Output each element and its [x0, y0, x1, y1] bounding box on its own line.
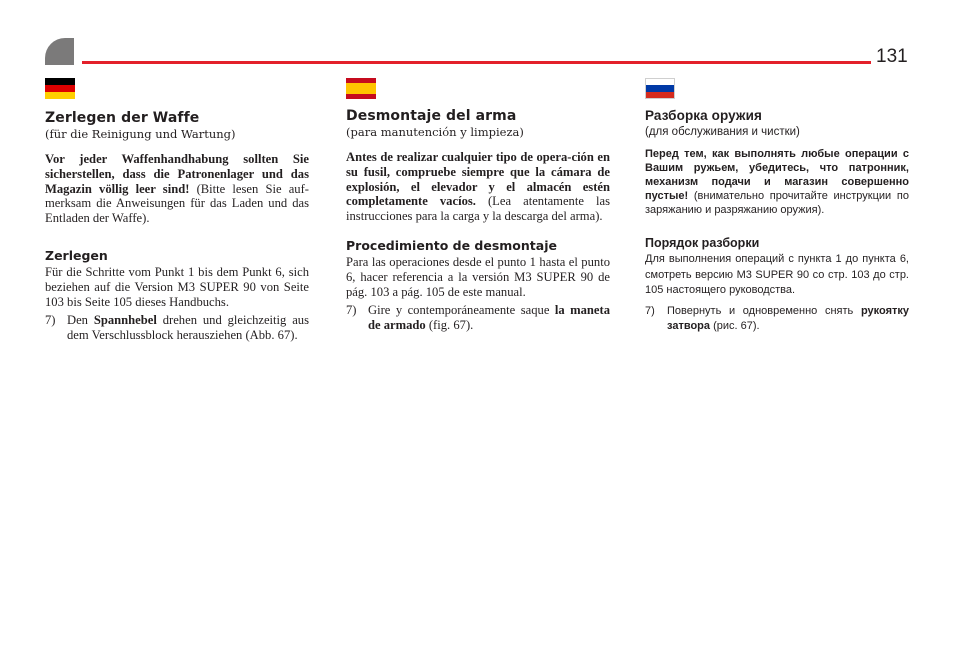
spanish-flag-icon: [346, 78, 376, 99]
title-es: Desmontaje del arma: [346, 108, 517, 124]
warning-rest-ru: (внимательно прочитайте инструкции по заряжанию и разряжанию оружия).: [645, 190, 909, 216]
subtitle-de: (für die Reinigung und Wartung): [45, 127, 236, 141]
subtitle-ru: (для обслуживания и чистки): [645, 126, 800, 138]
step-bold-de: Spannhebel: [93, 313, 157, 328]
german-flag-icon: [45, 78, 75, 99]
warning-es: [346, 150, 610, 224]
title-de: Zerlegen der Waffe: [45, 110, 200, 126]
column-spanish: [346, 78, 610, 333]
step-number-de: 7): [45, 313, 56, 328]
warning-bold-ru: Перед тем, как выполнять любые операции с Вашим ружьем, убедитесь, что патронник, механизм подачи и магазин совершенно пустые!: [645, 148, 909, 202]
step-number-es: 7): [346, 303, 357, 318]
step-7-ru: 7) Повернуть и одновременно снять рукоятку затвора (рис. 67).: [645, 304, 909, 335]
step-7-es: 7) Gire y contemporáneamente saque la maneta de armado (fig. 67).: [346, 303, 610, 333]
subtitle-es: (para manutención y limpieza): [346, 125, 524, 139]
section-text-ru: Для выполнения операций с пункта 1 до пункта 6, смотреть версию M3 SUPER 90 со стр. 103 до стр. 105 настоящего руководства.: [645, 253, 909, 296]
warning-rest-de: (Bitte lesen Sie auf-merksam die Anweisungen für das Laden und das Entladen der Waffe).: [45, 181, 309, 226]
section-title-es: Procedimiento de desmontaje: [346, 237, 557, 253]
warning-de: [45, 152, 309, 226]
section-title-de: Zerlegen: [45, 247, 108, 263]
step-number-ru: 7): [645, 304, 655, 317]
title-ru: Разборка оружия: [645, 108, 762, 123]
page-tab-marker: [45, 38, 74, 65]
header-rule: [82, 61, 871, 64]
russian-flag-icon: [645, 78, 675, 99]
warning-ru: [645, 147, 909, 217]
page-number: 131: [876, 46, 908, 67]
section-text-es: Para las operaciones desde el punto 1 hasta el punto 6, hacer referencia a la versión M3 SUPER 90 de pág. 103 a pág. 105 de este manual.: [346, 254, 610, 299]
section-title-ru: Порядок разборки: [645, 236, 760, 250]
step-bold-ru: рукоятку затвора: [667, 304, 909, 332]
warning-bold-es: Antes de realizar cualquier tipo de opera-ción en su fusil, compruebe siempre que la cámara de explosión, el elevador y el almacén estén completamente vacíos.: [346, 150, 610, 209]
section-text-de: Für die Schritte vom Punkt 1 bis dem Punkt 6, sich beziehen auf die Version M3 SUPER 90 von Seite 103 bis Seite 105 dieses Handbuchs.: [45, 264, 309, 309]
warning-rest-es: (Lea atentamente las instrucciones para la carga y la descarga del arma).: [346, 194, 610, 224]
column-german: [45, 78, 309, 343]
column-russian: [645, 78, 909, 335]
warning-bold-de: Vor jeder Waffenhandhabung sollten Sie sicherstellen, dass die Patronenlager und das Magazin völlig leer sind!: [45, 152, 309, 196]
step-7-de: 7) Den Spannhebel drehen und gleichzeitig aus dem Verschlussblock herausziehen (Abb. 67).: [45, 313, 310, 343]
step-bold-es: la maneta de armado: [368, 303, 610, 333]
